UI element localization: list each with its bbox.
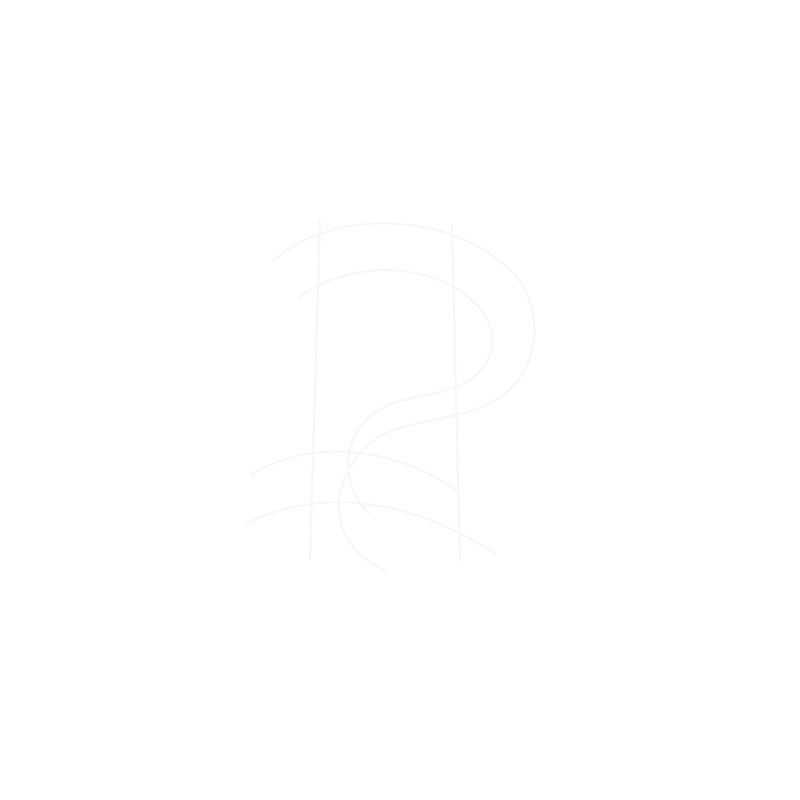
text-line-16 <box>24 697 786 731</box>
text-line-9 <box>24 368 786 402</box>
text-line-6 <box>24 227 786 261</box>
text-line-13 <box>24 556 786 590</box>
text-line-3 <box>24 86 786 120</box>
text-line-17 <box>24 744 786 778</box>
text-line-18 <box>24 791 786 800</box>
text-line-4 <box>24 133 786 167</box>
text-line-8 <box>24 321 786 355</box>
text-line-7 <box>24 274 786 308</box>
text-line-11 <box>24 462 786 496</box>
text-line-10 <box>24 415 786 449</box>
text-line-12 <box>24 509 786 543</box>
text-line-2 <box>24 39 786 73</box>
garbled-text-document <box>16 0 786 800</box>
text-line-5 <box>24 180 786 214</box>
text-line-1 <box>24 0 786 26</box>
text-line-15 <box>24 650 786 684</box>
text-line-14 <box>24 603 786 637</box>
